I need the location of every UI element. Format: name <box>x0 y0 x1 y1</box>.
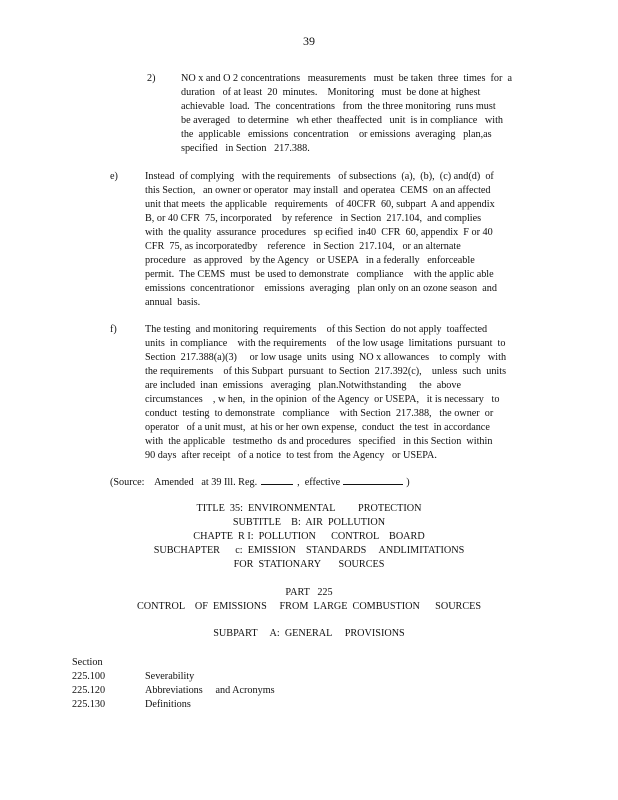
paragraph-line: achievable load. The concentrations from the three monitoring runs must <box>181 101 496 112</box>
toc-title: Severability <box>145 671 195 682</box>
paragraph-line: Instead of complying with the requirements of subsections (a), (b), (c) and(d) of <box>145 171 494 182</box>
paragraph-line: unit that meets the applicable requirements of 40CFR 60, subpart A and appendix <box>145 199 495 210</box>
paragraph-line: this Section, an owner or operator may install and operatea CEMS on an affected <box>145 185 491 196</box>
paragraph-line: procedure as approved by the Agency or USEPA in a federally enforceable <box>145 255 475 266</box>
paragraph-line: with the quality assurance procedures sp ecified in40 CFR 60, appendix F or 40 <box>145 227 493 238</box>
part-heading: PART 225 <box>285 587 333 598</box>
section-header: Section <box>72 657 103 668</box>
paragraph-line: permit. The CEMS must be used to demonstrate compliance with the applic able <box>145 269 494 280</box>
toc-title: Definitions <box>145 699 191 710</box>
title-heading: TITLE 35: ENVIRONMENTAL PROTECTION <box>196 503 422 514</box>
item-e-label: e) <box>110 171 118 182</box>
paragraph-line: specified in Section 217.388. <box>181 143 310 154</box>
paragraph-line: emissions concentrationor emissions averaging plan only on an ozone season and <box>145 283 497 294</box>
paragraph-line: annual basis. <box>145 297 201 308</box>
subtitle-heading: SUBTITLE B: AIR POLLUTION <box>232 517 386 528</box>
item-2-label: 2) <box>147 73 156 84</box>
source-note: (Source: Amended at 39 Ill. Reg. , effective ) <box>110 477 410 488</box>
paragraph-line: NO x and O 2 concentrations measurements must be taken three times for a <box>181 73 512 84</box>
paragraph-line: 90 days after receipt of a notice to test from the Agency or USEPA. <box>145 450 437 461</box>
paragraph-line: B, or 40 CFR 75, incorporated by reference in Section 217.104, and complies <box>145 213 482 224</box>
subpart-heading: SUBPART A: GENERAL PROVISIONS <box>213 628 405 639</box>
paragraph-line: conduct testing to demonstrate compliance with Section 217.388, the owner or <box>145 408 494 419</box>
item-f-label: f) <box>110 324 117 335</box>
paragraph-line: Section 217.388(a)(3) or low usage units using NO x allowances to comply with <box>145 352 507 363</box>
paragraph-line: operator of a unit must, at his or her own expense, conduct the test in accordance <box>145 422 490 433</box>
paragraph-line: CFR 75, as incorporatedby reference in Section 217.104, or an alternate <box>145 241 461 252</box>
paragraph-line: circumstances , w hen, in the opinion of the Agency or USEPA, it is necessary to <box>145 394 500 405</box>
page-number: 39 <box>303 34 315 48</box>
toc-number: 225.120 <box>72 685 106 696</box>
paragraph-line: duration of at least 20 minutes. Monitoring must be done at highest <box>181 87 481 98</box>
paragraph-line: the requirements of this Subpart pursuant to Section 217.392(c), unless such units <box>145 366 507 377</box>
paragraph-line: are included inan emissions averaging plan.Notwithstanding the above <box>145 380 462 391</box>
paragraph-line: The testing and monitoring requirements of this Section do not apply toaffected <box>145 324 488 335</box>
paragraph-line: units in compliance with the requirements of the low usage limitations pursuant to <box>145 338 506 349</box>
part-title: CONTROL OF EMISSIONS FROM LARGE COMBUSTION SOURCES <box>136 601 482 612</box>
paragraph-line: be averaged to determine wh ether theaffected unit is in compliance with <box>181 115 504 126</box>
subchapter-heading-cont: FOR STATIONARY SOURCES <box>233 559 385 570</box>
toc-number: 225.130 <box>72 699 106 710</box>
toc-number: 225.100 <box>72 671 106 682</box>
subchapter-heading: SUBCHAPTER c: EMISSION STANDARDS ANDLIMITATIONS <box>153 545 465 556</box>
chapter-heading: CHAPTE R I: POLLUTION CONTROL BOARD <box>193 531 425 542</box>
paragraph-line: the applicable emissions concentration or emissions averaging plan,as <box>181 129 492 140</box>
toc-title: Abbreviations and Acronyms <box>145 685 275 696</box>
paragraph-line: with the applicable testmetho ds and procedures specified in this Section within <box>145 436 493 447</box>
